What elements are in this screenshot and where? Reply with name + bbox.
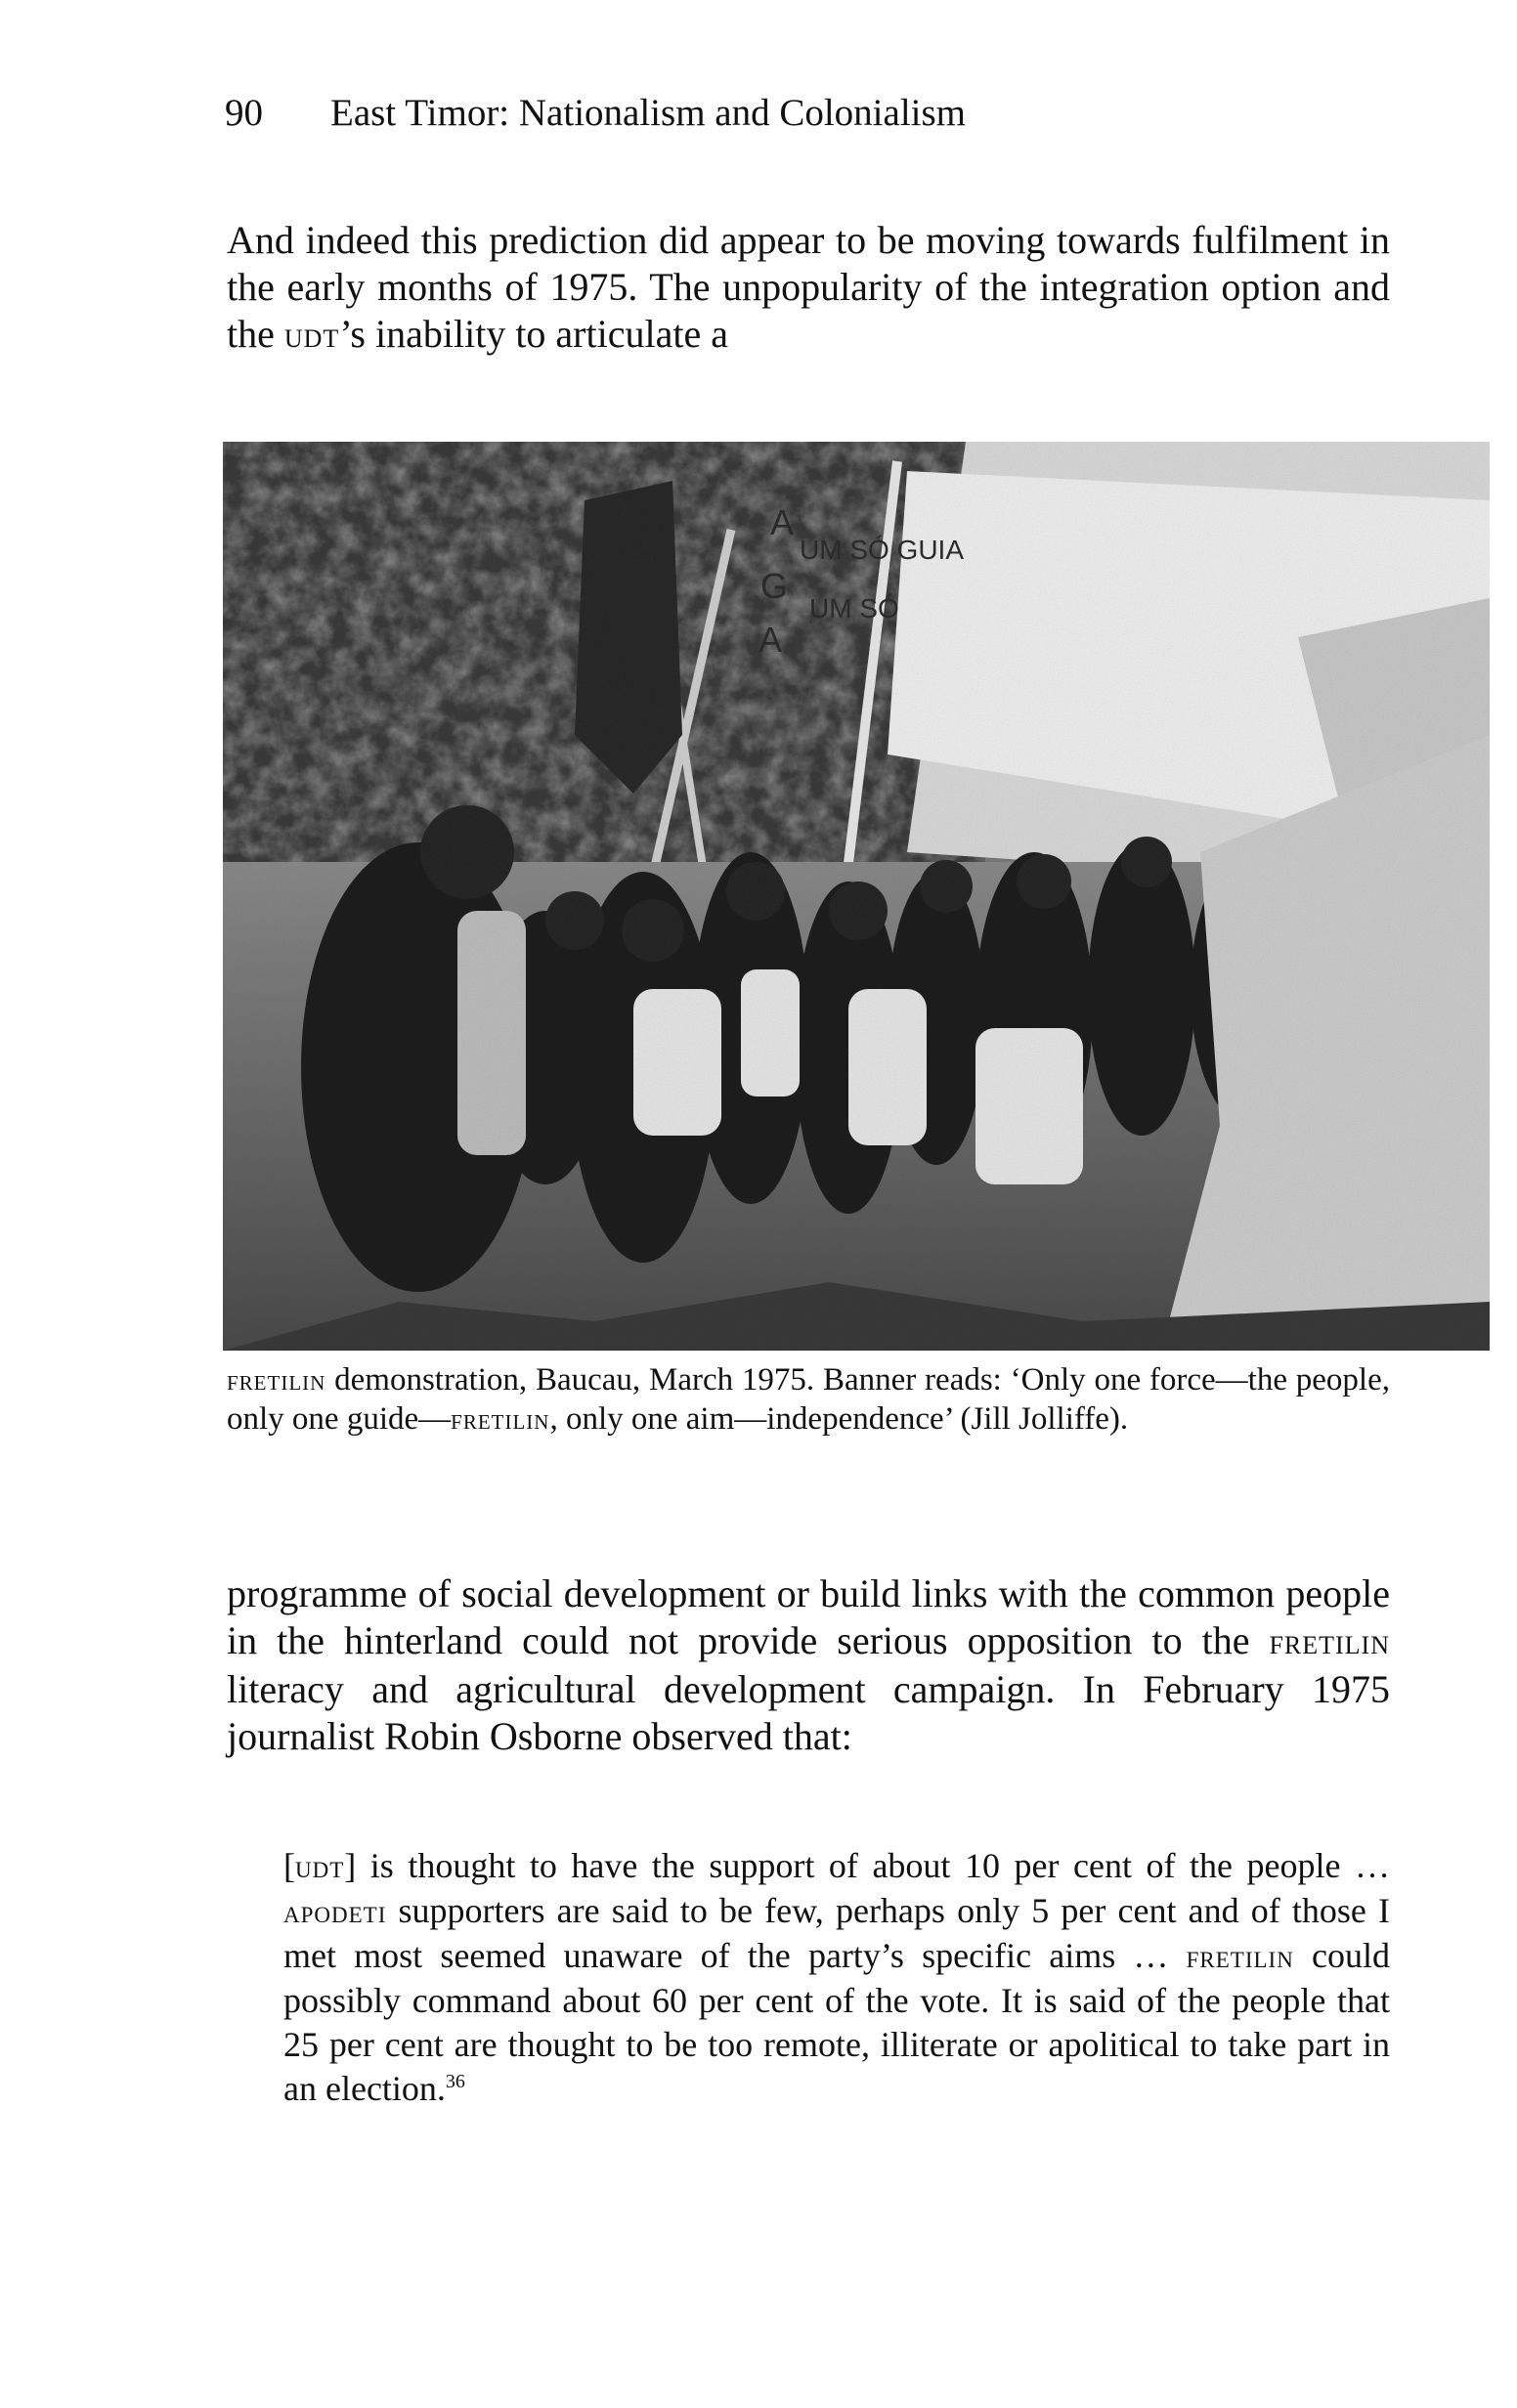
page-number: 90 — [225, 92, 263, 134]
fretilin-abbrev: fretilin — [1269, 1622, 1390, 1662]
figure — [223, 442, 1490, 1351]
quote-text-b: supporters are said to be few, perhaps only 5 per cent and of those I met most seemed unaware of the party’s specific aims … — [283, 1891, 1390, 1975]
banner-fragment-5: A — [758, 620, 783, 660]
caption-text-a: demonstration, Baucau, March 1975. Banner reads: ‘Only one force—the people, only one guide— — [227, 1362, 1390, 1437]
banner-fragment-2: UM SÓ GUIA — [800, 535, 965, 565]
book-title: East Timor: Nationalism and Colonialism — [330, 92, 967, 134]
udt-abbrev: udt — [283, 316, 340, 356]
footnote-marker[interactable]: 36 — [445, 2071, 465, 2092]
paragraph-2-text-b: literacy and agricultural development campaign. In February 1975 journalist Robin Osborne observed that: — [227, 1667, 1390, 1758]
block-quote — [283, 1844, 1390, 2111]
banner-fragment-1: A — [770, 502, 795, 542]
paragraph-1-text-a: And indeed this prediction did appear to be moving towards fulfilment in the early months of 1975. The unpopularity of the integration option and the — [227, 218, 1390, 356]
demonstration-photo — [223, 442, 1490, 1351]
quote-text-c: could possibly command about 60 per cent of the vote. It is said of the people that 25 per cent are thought to be too remote, illiterate or apolitical to take part in an election. — [283, 1936, 1390, 2108]
quote-open-bracket: [ — [283, 1846, 295, 1885]
quote-apodeti: apodeti — [283, 1894, 387, 1930]
caption-fretilin-1: fretilin — [227, 1363, 326, 1397]
paragraph-2-text-a: programme of social development or build links with the common people in the hinterland could not provide serious opposition to the — [227, 1571, 1390, 1662]
paragraph-1 — [227, 217, 1390, 360]
running-head — [225, 90, 1398, 137]
banner-fragment-4: UM SÓ — [809, 593, 899, 624]
banner-fragment-3: G — [760, 566, 789, 606]
caption-text-b: , only one aim—independence’ (Jill Jolliffe). — [549, 1401, 1129, 1437]
quote-udt: udt — [295, 1849, 345, 1885]
paragraph-2 — [227, 1570, 1390, 1760]
caption-fretilin-2: fretilin — [451, 1402, 550, 1436]
paragraph-1-text-b: ’s inability to articulate a — [339, 312, 728, 356]
photo-illustration — [223, 442, 1490, 1351]
quote-fretilin: fretilin — [1186, 1939, 1294, 1975]
quote-text-a: ] is thought to have the support of about 10 per cent of the people … — [344, 1846, 1390, 1885]
figure-caption — [227, 1360, 1390, 1439]
